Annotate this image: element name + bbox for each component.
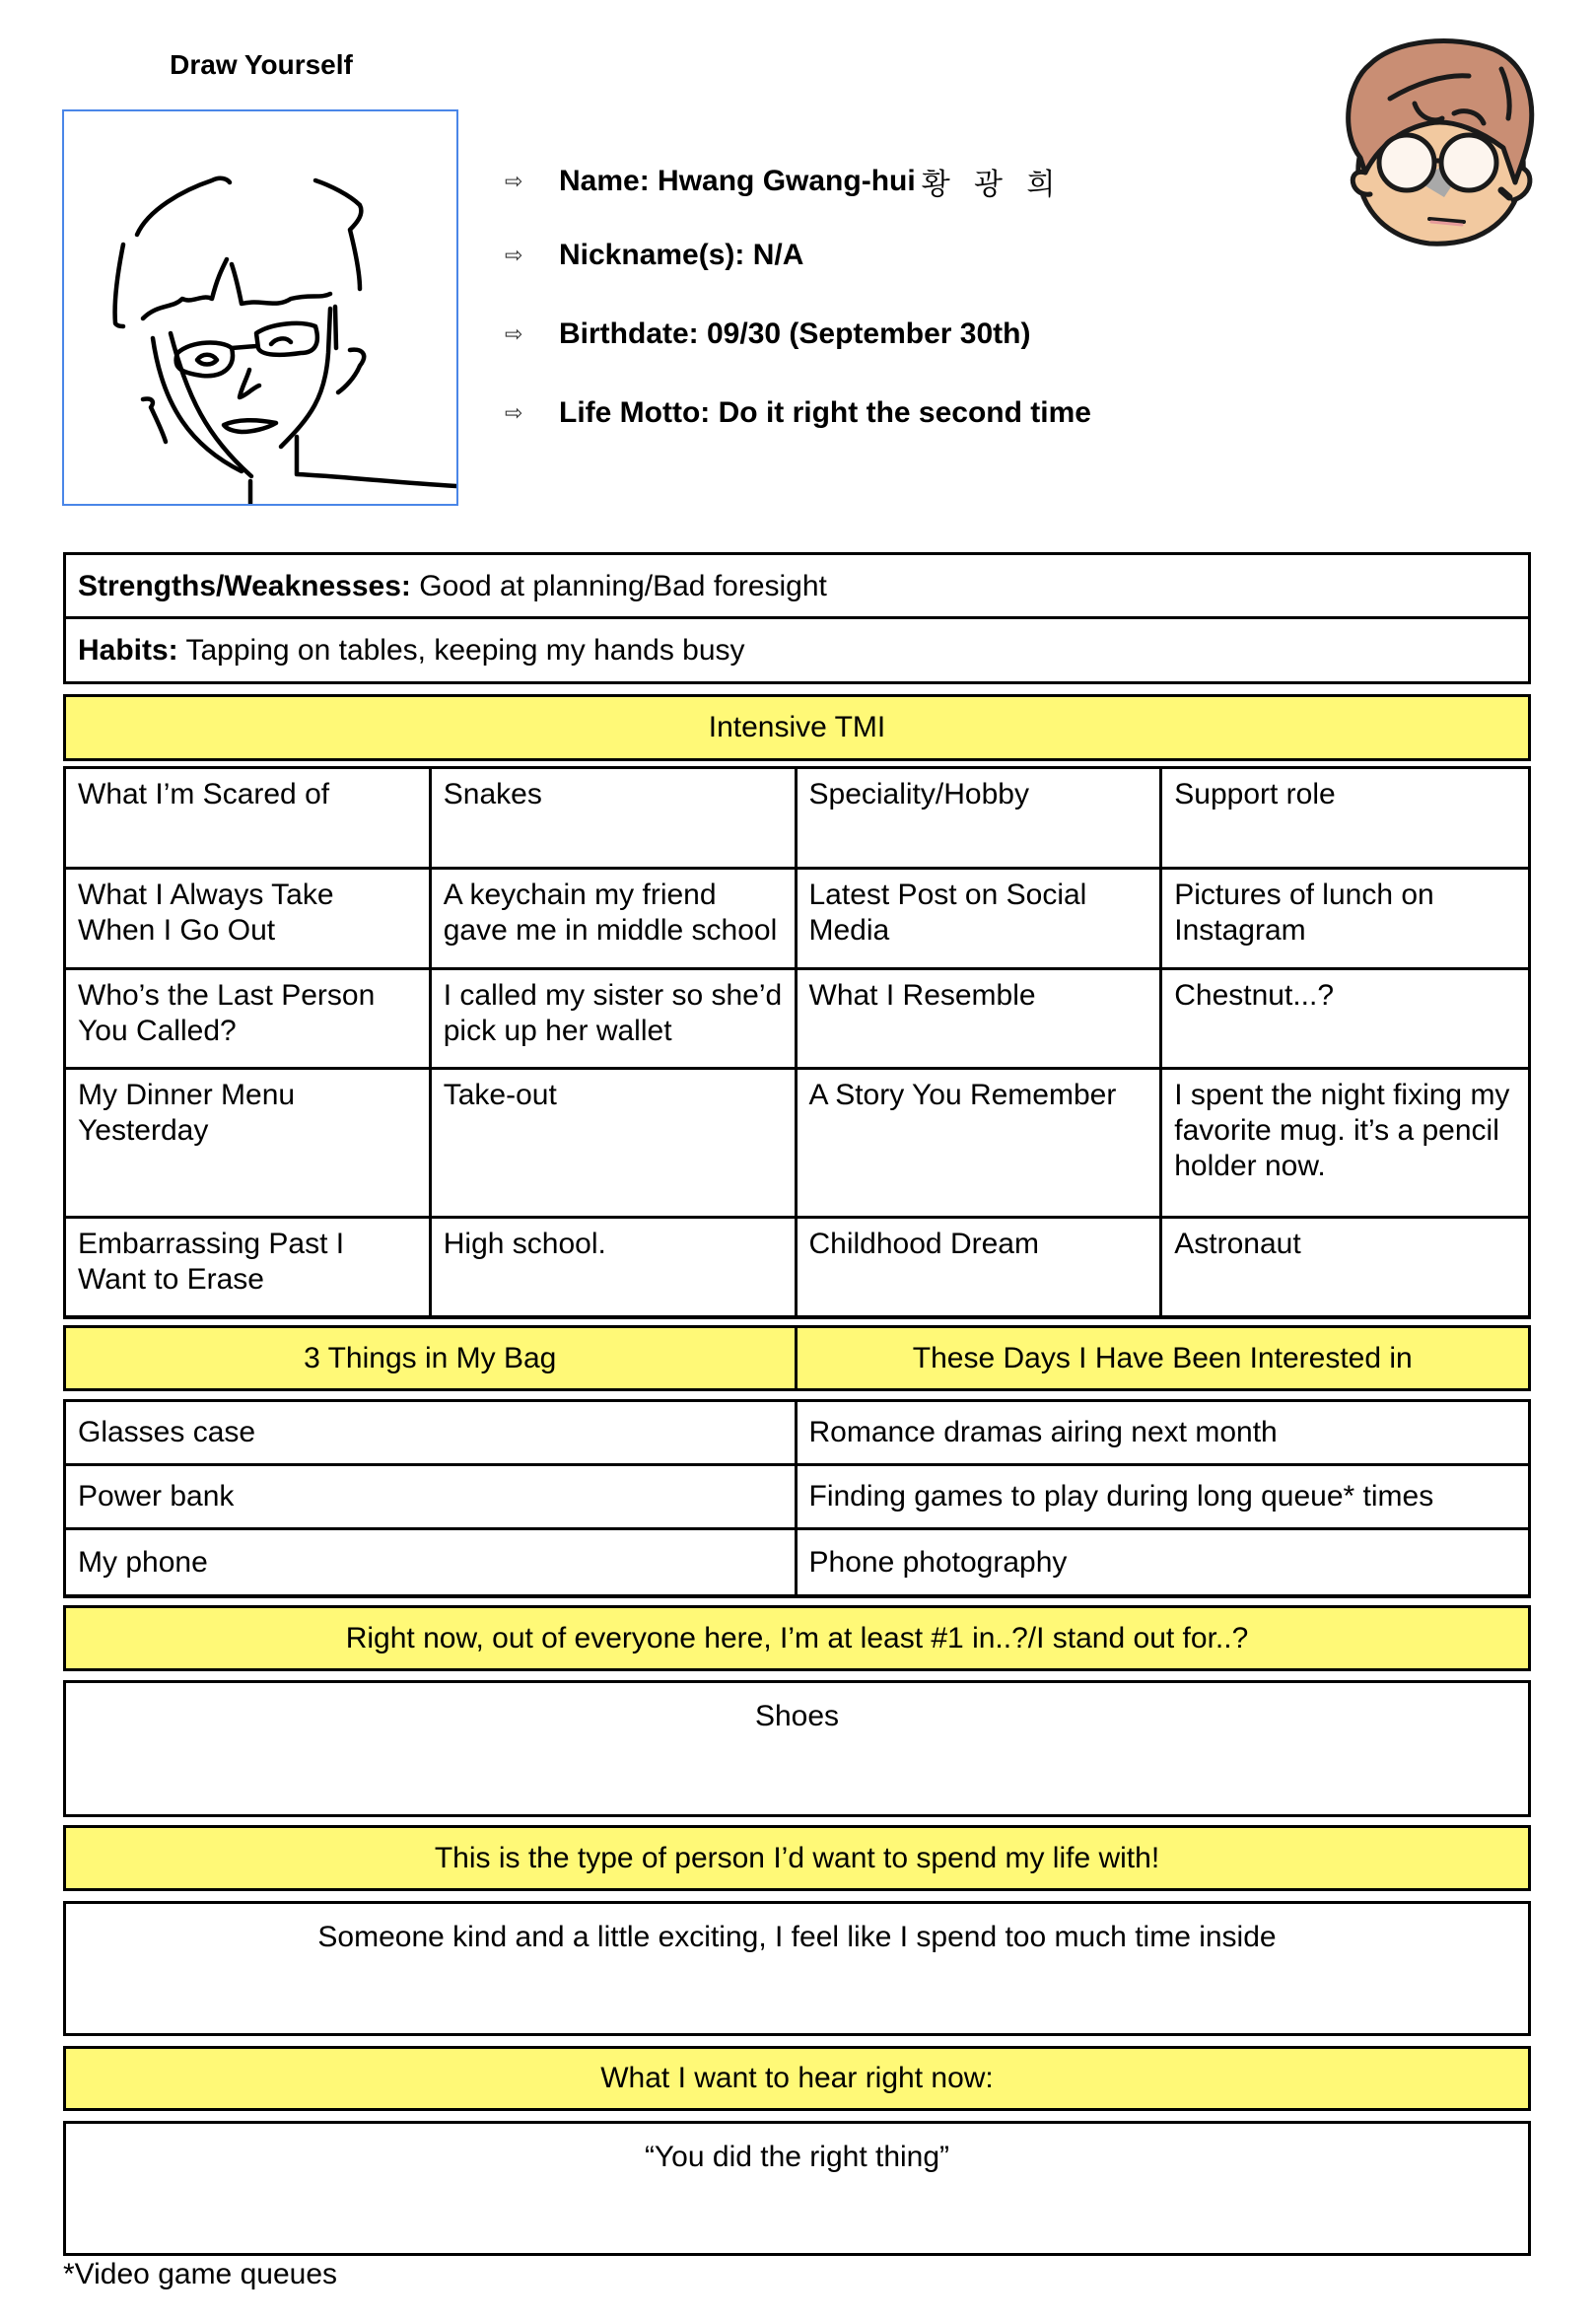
interest-item: Finding games to play during long queue* times [808,1480,1434,1513]
cartoon-avatar-icon [1336,25,1543,251]
tmi-answer: A keychain my friend gave me in middle school [432,870,798,967]
table-row [66,1530,1528,1594]
profile-item-nickname [505,239,803,272]
table-row [66,769,1528,870]
name-text: Name: Hwang Gwang-hui [559,165,916,197]
life-partner-question: This is the type of person I’d want to spend my life with! [63,1825,1531,1891]
arrow-right-outline-icon: ⇨ [505,400,523,425]
bag-header: 3 Things in My Bag [66,1328,798,1388]
birthdate-text: Birthdate: 09/30 (September 30th) [559,317,1031,350]
profile-item-life-motto [505,396,1091,430]
tmi-answer: Support role [1174,778,1336,810]
interest-item: Phone photography [808,1545,1068,1579]
bag-interests-table [63,1399,1531,1598]
self-portrait-frame[interactable] [62,109,458,506]
nickname-text: Nickname(s): N/A [559,239,804,271]
bag-item: Power bank [66,1466,798,1527]
tmi-question: What I’m Scared of [66,769,432,867]
strengths-value: Good at planning/Bad foresight [410,570,827,602]
bag-item: My phone [66,1530,798,1594]
self-portrait-icon [64,111,456,504]
tmi-question: Latest Post on Social Media [798,870,1163,967]
interests-header: These Days I Have Been Interested in [798,1328,1529,1388]
cartoon-avatar [1336,25,1543,251]
stand-out-answer: Shoes [63,1680,1531,1817]
tmi-question: Embarrassing Past I Want to Erase [66,1219,432,1315]
interest-item: Romance dramas airing next month [808,1416,1278,1448]
tmi-question: What I Resemble [798,970,1163,1067]
habits-row [63,616,1531,684]
life-motto-text: Life Motto: Do it right the second time [559,396,1091,429]
tmi-answer: Astronaut [1174,1228,1301,1260]
table-row [66,1070,1528,1219]
tmi-answer: Snakes [432,769,798,867]
profile-item-name [505,160,1063,203]
arrow-right-outline-icon: ⇨ [505,321,523,346]
arrow-right-outline-icon: ⇨ [505,169,523,193]
tmi-question: Childhood Dream [798,1219,1163,1315]
table-row [66,870,1528,970]
life-partner-answer: Someone kind and a little exciting, I feel like I spend too much time inside [63,1901,1531,2036]
stand-out-question: Right now, out of everyone here, I’m at least #1 in..?/I stand out for..? [63,1605,1531,1671]
intensive-tmi-header: Intensive TMI [63,694,1531,761]
tmi-answer: High school. [432,1219,798,1315]
table-row [66,1402,1528,1466]
korean-name-text: 황 광 희 [921,169,1064,201]
habits-value: Tapping on tables, keeping my hands busy [177,634,745,667]
profile-item-birthdate [505,317,1030,351]
tmi-answer: Take-out [432,1070,798,1216]
tmi-question: Who’s the Last Person You Called? [66,970,432,1067]
want-to-hear-answer: “You did the right thing” [63,2121,1531,2256]
habits-label: Habits: [78,634,178,667]
tmi-answer: I called my sister so she’d pick up her wallet [432,970,798,1067]
want-to-hear-question: What I want to hear right now: [63,2046,1531,2111]
tmi-grid [63,766,1531,1319]
tmi-question: What I Always Take When I Go Out [66,870,432,967]
bag-interests-header [63,1325,1531,1391]
tmi-question: A Story You Remember [798,1070,1163,1216]
table-row [66,1466,1528,1530]
bag-item: Glasses case [66,1402,798,1463]
draw-yourself-title: Draw Yourself [170,49,353,80]
tmi-answer: Chestnut...? [1174,979,1335,1012]
tmi-question: My Dinner Menu Yesterday [66,1070,432,1216]
table-row [66,1219,1528,1315]
strengths-weaknesses-row [63,552,1531,619]
tmi-answer: I spent the night fixing my favorite mug. it’s a pencil holder now. [1174,1079,1510,1182]
tmi-answer: Pictures of lunch on Instagram [1174,879,1434,947]
table-row [66,970,1528,1070]
strengths-label: Strengths/Weaknesses: [78,570,411,602]
tmi-question: Speciality/Hobby [798,769,1163,867]
arrow-right-outline-icon: ⇨ [505,243,523,267]
footnote: *Video game queues [63,2258,337,2290]
